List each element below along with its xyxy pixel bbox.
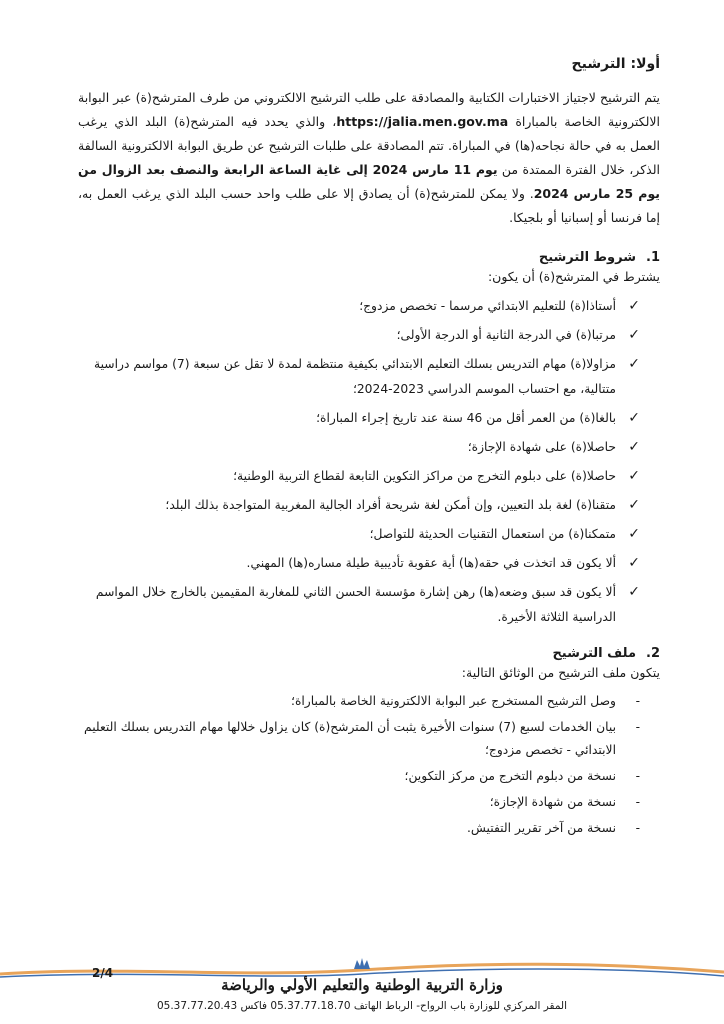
check-icon: ✓	[628, 298, 640, 314]
check-icon: ✓	[628, 526, 640, 542]
dash-icon: -	[635, 694, 640, 708]
ministry-emblem-icon	[352, 956, 372, 970]
ministry-address: المقر المركزي للوزارة باب الرواح- الرباط الهاتف 05.37.77.18.70 فاكس 05.37.77.20.43	[156, 1000, 568, 1012]
list-item: ✓ بالغا(ة) من العمر أقل من 46 سنة عند تاريخ إجراء المباراة؛	[78, 406, 640, 431]
conditions-list	[78, 294, 660, 630]
dash-icon: -	[635, 821, 640, 835]
page-number: 2/4	[92, 966, 114, 980]
intro-paragraph	[78, 86, 660, 230]
check-icon: ✓	[628, 327, 640, 343]
intro-text-3: . ولا يمكن للمترشح(ة) أن يصادق إلا على طلب واحد حسب البلد الذي يرغب العمل به، إما فرنسا أو إسبانيا أو بلجيكا.	[78, 186, 660, 225]
check-icon: ✓	[628, 439, 640, 455]
date-range: يوم 11 مارس 2024 إلى غاية الساعة الرابعة والنصف بعد الزوال من يوم 25 مارس 2024	[78, 162, 660, 201]
check-icon: ✓	[628, 356, 640, 372]
list-item: ✓ أستاذا(ة) للتعليم الابتدائي مرسما - تخصص مزدوج؛	[78, 294, 640, 319]
list-item: - نسخة من شهادة الإجازة؛	[78, 791, 640, 814]
check-icon: ✓	[628, 555, 640, 571]
intro-text-1: يتم الترشيح لاجتياز الاختبارات الكتابية والمصادقة على طلب الترشيح الالكتروني من طرف المترشح(ة) عبر البوابة الالكترونية الخاصة بالمباراة	[78, 90, 660, 129]
file-title-text: ملف الترشيح	[552, 646, 636, 661]
file-documents-list	[78, 690, 660, 840]
document-body	[78, 56, 660, 856]
list-item: ✓ ألا يكون قد سبق وضعه(ها) رهن إشارة مؤسسة الحسن الثاني للمغاربة المقيمين بالخارج خلال المواسم الدراسية الثلاثة الأخيرة.	[78, 580, 640, 630]
list-item: ✓ مرتبا(ة) في الدرجة الثانية أو الدرجة الأولى؛	[78, 323, 640, 348]
check-icon: ✓	[628, 468, 640, 484]
conditions-title	[78, 250, 660, 265]
list-item: - نسخة من آخر تقرير التفتيش.	[78, 817, 640, 840]
file-intro: يتكون ملف الترشيح من الوثائق التالية:	[461, 665, 660, 680]
section-heading: أولا: الترشيح	[571, 56, 660, 72]
list-item: - بيان الخدمات لسبع (7) سنوات الأخيرة يثبت أن المترشح(ة) كان يزاول خلالها مهام التدريس بسلك التعليم الابتدائي - تخصص مزدوج؛	[78, 716, 640, 762]
conditions-title-text: شروط الترشيح	[538, 250, 636, 265]
dash-icon: -	[635, 720, 640, 734]
list-item: ✓ حاصلا(ة) على دبلوم التخرج من مراكز التكوين التابعة لقطاع التربية الوطنية؛	[78, 464, 640, 489]
list-item: - وصل الترشيح المستخرج عبر البوابة الالكترونية الخاصة بالمباراة؛	[78, 690, 640, 713]
file-title	[78, 646, 660, 661]
list-item: ✓ متمكنا(ة) من استعمال التقنيات الحديثة للتواصل؛	[78, 522, 640, 547]
list-item: ✓ ألا يكون قد اتخذت في حقه(ها) أية عقوبة تأديبية طيلة مساره(ها) المهني.	[78, 551, 640, 576]
file-number: 2.	[646, 646, 660, 661]
conditions-intro: يشترط في المترشح(ة) أن يكون:	[487, 269, 660, 284]
ministry-name: وزارة التربية الوطنية والتعليم الأولي والرياضة	[221, 976, 503, 994]
intro-text-2: ، والذي يحدد فيه المترشح(ة) البلد الذي يرغب العمل به في حالة نجاحه(ها) في المباراة. تتم المصادقة على طلبات الترشيح عن طريق البوابة الالكترونية السالفة الذكر، خلال الفترة الممتدة من	[78, 114, 660, 177]
dash-icon: -	[635, 769, 640, 783]
list-item: ✓ مزاولا(ة) مهام التدريس بسلك التعليم الابتدائي بكيفية منتظمة لمدة لا تقل عن سبعة (7) مواسم دراسية متتالية، مع احتساب الموسم الدراسي 2023-2024؛	[78, 352, 640, 402]
list-item: - نسخة من دبلوم التخرج من مركز التكوين؛	[78, 765, 640, 788]
dash-icon: -	[635, 795, 640, 809]
check-icon: ✓	[628, 497, 640, 513]
list-item: ✓ حاصلا(ة) على شهادة الإجازة؛	[78, 435, 640, 460]
conditions-number: 1.	[646, 250, 660, 265]
portal-url: https://jalia.men.gov.ma	[336, 114, 509, 129]
page-footer	[0, 956, 724, 1024]
check-icon: ✓	[628, 410, 640, 426]
list-item: ✓ متقنا(ة) لغة بلد التعيين، وإن أمكن لغة شريحة أفراد الجالية المغربية المتواجدة بذلك البلد؛	[78, 493, 640, 518]
check-icon: ✓	[628, 584, 640, 600]
